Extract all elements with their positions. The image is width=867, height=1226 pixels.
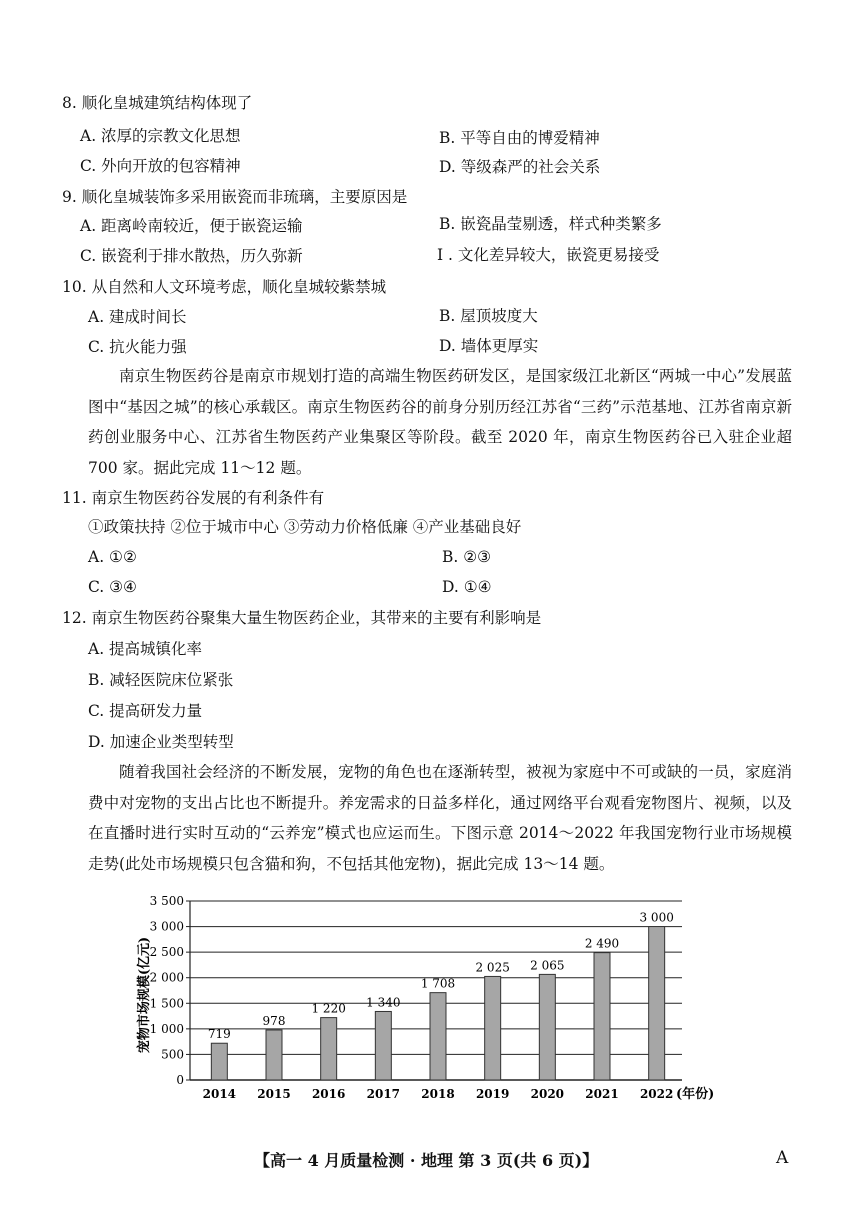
y-tick-label: 2 000 (149, 970, 184, 985)
bar-2019 (485, 976, 501, 1080)
x-tick-label: 2017 (366, 1087, 401, 1101)
y-tick-label: 1 000 (149, 1021, 184, 1036)
pet-market-bar-chart (0, 885, 867, 1125)
q9-option-c: C. 嵌瓷利于排水散热，历久弥新 (80, 247, 303, 265)
y-tick-label: 2 500 (149, 945, 184, 960)
bar-value-label: 1 220 (311, 1001, 346, 1016)
q8-stem: 8. 顺化皇城建筑结构体现了 (62, 94, 253, 112)
passage-biomedical-valley: 南京生物医药谷是南京市规划打造的高端生物医药研发区，是国家级江北新区“两城一中心”发展蓝图中“基因之城”的核心承载区。南京生物医药谷的前身分别历经江苏省“三药”示范基地、江苏省南京新药创业服务中心、江苏省生物医药产业集聚区等阶段。截至 2020 年，南京生物医药谷已入驻企业超 700 家。据此完成 11～12 题。 (88, 367, 792, 477)
y-axis-label: 宠物市场规模(亿元) (137, 936, 152, 1054)
q10-option-d: D. 墙体更厚实 (439, 337, 539, 355)
q10-option-a: A. 建成时间长 (88, 308, 187, 326)
q9-stem: 9. 顺化皇城装饰多采用嵌瓷而非琉璃，主要原因是 (62, 188, 408, 206)
passage-pet-market: 随着我国社会经济的不断发展，宠物的角色也在逐渐转型，被视为家庭中不可或缺的一员，家庭消费中对宠物的支出占比也不断提升。养宠需求的日益多样化，通过网络平台观看宠物图片、视频，以及在直播时进行实时互动的“云养宠”模式也应运而生。下图示意 2014～2022 年我国宠物行业市场规模走势(此处市场规模只包含猫和狗，不包括其他宠物)，据此完成 13～14 题。 (88, 763, 792, 873)
bar-2022 (649, 927, 665, 1080)
bar-2017 (375, 1011, 391, 1080)
q9-option-a: A. 距离岭南较近，便于嵌瓷运输 (80, 217, 303, 235)
q11-option-b: B. ②③ (442, 548, 492, 566)
x-tick-label: 2016 (311, 1087, 346, 1101)
q9-option-b: B. 嵌瓷晶莹剔透，样式种类繁多 (439, 215, 662, 233)
bar-value-label: 2 025 (475, 960, 510, 975)
x-tick-label: 2021 (585, 1087, 619, 1101)
q8-option-d: D. 等级森严的社会关系 (439, 158, 601, 176)
x-tick-label: 2022 (639, 1087, 674, 1101)
q10-option-b: B. 屋顶坡度大 (439, 307, 538, 325)
y-tick-label: 500 (161, 1047, 184, 1062)
q12-option-a: A. 提高城镇化率 (88, 640, 203, 658)
q11-option-d: D. ①④ (442, 578, 492, 596)
x-tick-label: 2019 (475, 1087, 510, 1101)
bar-2015 (266, 1030, 282, 1080)
x-tick-label: 2015 (257, 1087, 291, 1101)
x-tick-label: 2014 (202, 1087, 237, 1101)
bar-value-label: 1 340 (366, 995, 401, 1010)
q12-option-c: C. 提高研发力量 (88, 702, 203, 720)
bar-value-label: 978 (262, 1013, 286, 1028)
bar-2016 (321, 1018, 337, 1080)
q12-stem: 12. 南京生物医药谷聚集大量生物医药企业，其带来的主要有利影响是 (62, 609, 542, 627)
bar-value-label: 719 (207, 1027, 231, 1042)
q8-option-c: C. 外向开放的包容精神 (80, 157, 241, 175)
q11-option-a: A. ①② (88, 548, 137, 566)
q8-option-b: B. 平等自由的博爱精神 (439, 129, 600, 147)
bar-2020 (539, 974, 555, 1080)
q11-stem: 11. 南京生物医药谷发展的有利条件有 (62, 489, 325, 507)
y-tick-label: 3 000 (149, 919, 184, 934)
bar-value-label: 2 490 (584, 936, 620, 951)
q12-option-d: D. 加速企业类型转型 (88, 733, 234, 751)
bar-value-label: 1 708 (420, 976, 456, 991)
y-tick-label: 0 (176, 1073, 184, 1087)
q10-stem: 10. 从自然和人文环境考虑，顺化皇城较紫禁城 (62, 278, 387, 296)
page-footer: 【高一 4 月质量检测 · 地理 第 3 页(共 6 页)】 (254, 1151, 599, 1170)
q9-option-d: I . 文化差异较大，嵌瓷更易接受 (437, 246, 660, 264)
bar-2021 (594, 953, 610, 1080)
x-tick-label: 2018 (421, 1087, 455, 1101)
x-axis-label: (年份) (676, 1087, 715, 1102)
q12-option-b: B. 减轻医院床位紧张 (88, 671, 234, 689)
bar-value-label: 2 065 (530, 958, 565, 973)
bar-value-label: 3 000 (639, 910, 674, 925)
y-tick-label: 1 500 (149, 996, 184, 1011)
bar-2014 (211, 1043, 227, 1080)
q10-option-c: C. 抗火能力强 (88, 338, 187, 356)
bar-2018 (430, 993, 446, 1080)
paper-version-mark: A (776, 1148, 789, 1168)
x-tick-label: 2020 (530, 1087, 565, 1101)
y-tick-label: 3 500 (149, 894, 184, 908)
q8-option-a: A. 浓厚的宗教文化思想 (80, 127, 241, 145)
q11-items: ①政策扶持 ②位于城市中心 ③劳动力价格低廉 ④产业基础良好 (88, 518, 522, 536)
q11-option-c: C. ③④ (88, 578, 137, 596)
